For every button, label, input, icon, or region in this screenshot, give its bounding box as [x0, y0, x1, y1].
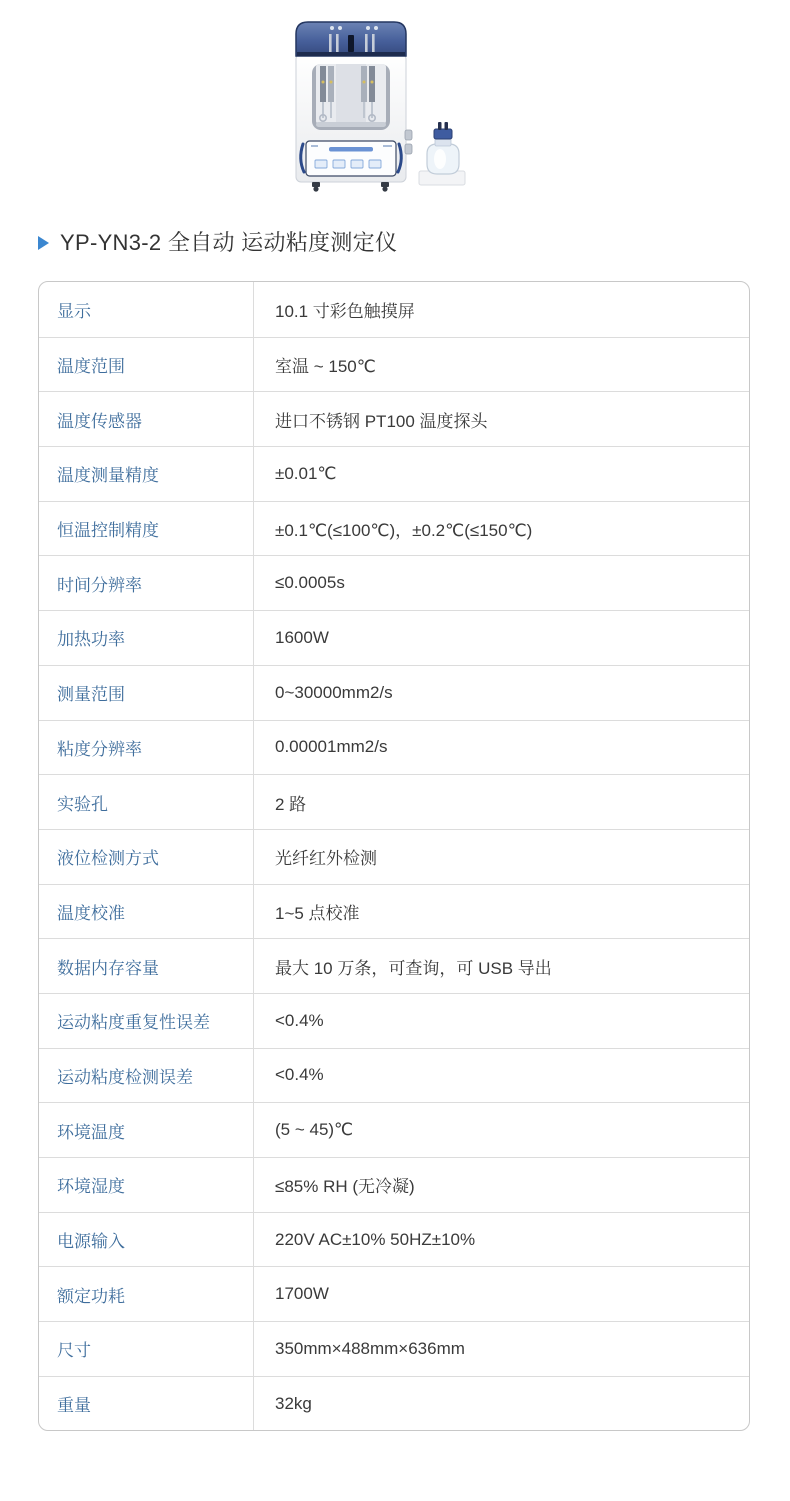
spec-value: ±0.01℃ [275, 463, 337, 483]
sample-bottle-unit [419, 122, 465, 185]
spec-label: 温度校准 [39, 885, 254, 939]
spec-row [39, 1321, 749, 1376]
section-title-row [38, 228, 790, 258]
spec-value: ≤85% RH (无冷凝) [275, 1177, 415, 1197]
spec-label: 运动粘度检测误差 [39, 1049, 254, 1103]
spec-row [39, 829, 749, 884]
spec-row [39, 1376, 749, 1431]
spec-label: 环境温度 [39, 1103, 254, 1157]
spec-value: 2 路 [275, 794, 307, 814]
spec-value: 0.00001mm2/s [275, 737, 388, 757]
spec-label: 时间分辨率 [39, 556, 254, 610]
spec-value: 0~30000mm2/s [275, 682, 393, 702]
spec-value: ≤0.0005s [275, 573, 345, 593]
spec-value: 1~5 点校准 [275, 903, 360, 923]
spec-label: 运动粘度重复性误差 [39, 994, 254, 1048]
product-image [0, 0, 790, 212]
spec-label: 电源输入 [39, 1213, 254, 1267]
spec-label: 温度测量精度 [39, 447, 254, 501]
spec-row [39, 665, 749, 720]
spec-label: 加热功率 [39, 611, 254, 665]
tube-window [312, 64, 390, 130]
spec-value: 220V AC±10% 50HZ±10% [275, 1229, 476, 1249]
spec-value: 最大 10 万条，可查询，可 USB 导出 [275, 958, 552, 978]
spec-row [39, 555, 749, 610]
spec-row [39, 282, 749, 337]
spec-label: 恒温控制精度 [39, 502, 254, 556]
viscometer-illustration [288, 14, 474, 200]
spec-row [39, 610, 749, 665]
spec-row [39, 884, 749, 939]
spec-value: 进口不锈钢 PT100 温度探头 [275, 411, 488, 431]
spec-row [39, 1102, 749, 1157]
spec-label: 测量范围 [39, 666, 254, 720]
spec-value: (5 ~ 45)℃ [275, 1120, 354, 1140]
spec-row [39, 1157, 749, 1212]
spec-label: 温度范围 [39, 338, 254, 392]
spec-label: 粘度分辨率 [39, 721, 254, 775]
spec-label: 重量 [39, 1377, 254, 1431]
instrument-touchscreen [301, 141, 402, 176]
spec-label: 环境湿度 [39, 1158, 254, 1212]
instrument-feet [312, 182, 389, 192]
spec-row [39, 501, 749, 556]
spec-row [39, 337, 749, 392]
spec-row [39, 391, 749, 446]
product-title: YP-YN3-2 全自动 运动粘度测定仪 [60, 229, 398, 255]
spec-row [39, 938, 749, 993]
spec-row [39, 993, 749, 1048]
spec-value: 室温 ~ 150℃ [275, 357, 376, 377]
spec-value: 32kg [275, 1393, 312, 1413]
spec-value: 光纤红外检测 [275, 849, 377, 869]
spec-value: 1700W [275, 1284, 329, 1304]
spec-row [39, 1212, 749, 1267]
spec-value: 350mm×488mm×636mm [275, 1338, 465, 1358]
spec-label: 数据内存容量 [39, 939, 254, 993]
spec-value: 1600W [275, 627, 329, 647]
spec-value: 10.1 寸彩色触摸屏 [275, 301, 415, 321]
spec-label: 温度传感器 [39, 392, 254, 446]
spec-row [39, 446, 749, 501]
spec-value: <0.4% [275, 1065, 324, 1085]
spec-row [39, 1048, 749, 1103]
spec-value: <0.4% [275, 1010, 324, 1030]
spec-row [39, 774, 749, 829]
instrument-main-unit [296, 22, 412, 192]
spec-value: ±0.1℃(≤100℃)，±0.2℃(≤150℃) [275, 521, 533, 541]
spec-label: 尺寸 [39, 1322, 254, 1376]
spec-row [39, 1266, 749, 1321]
bullet-triangle-icon [38, 236, 49, 250]
spec-label: 额定功耗 [39, 1267, 254, 1321]
spec-table [38, 281, 750, 1431]
spec-label: 显示 [39, 282, 254, 337]
spec-label: 液位检测方式 [39, 830, 254, 884]
spec-label: 实验孔 [39, 775, 254, 829]
spec-row [39, 720, 749, 775]
